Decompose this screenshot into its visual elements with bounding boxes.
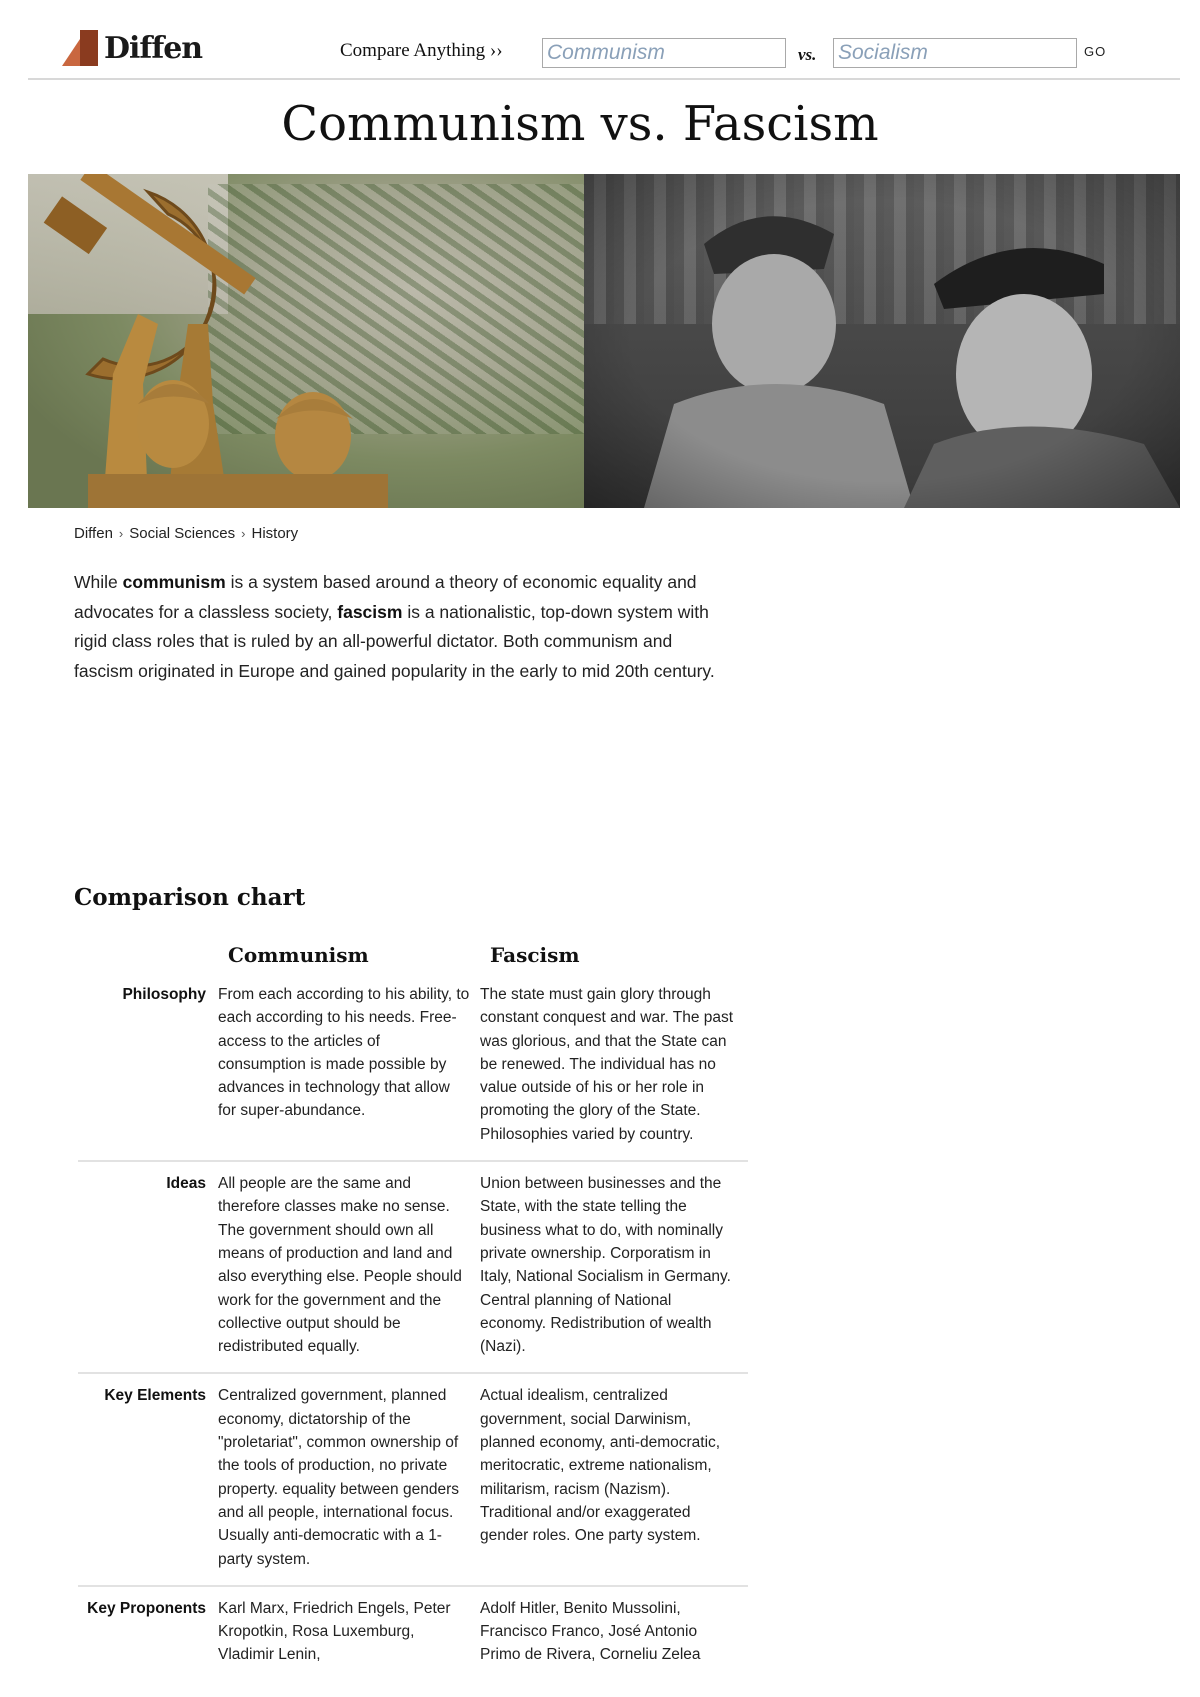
fascist-leaders-photo	[584, 174, 1180, 508]
compare-item-a-input[interactable]	[542, 38, 786, 68]
table-row	[78, 1161, 748, 1373]
communism-cell: From each according to his ability, to each according to his needs. Free-access to the articles of consumption is made possible by advances in technology that allow for super-abundance.	[218, 986, 470, 1120]
hammer-and-sickle-icon	[28, 174, 584, 508]
communism-statue-image	[28, 174, 584, 508]
intro-text: is a system based around a theory of economic equality and advocates for a classless society,	[74, 572, 697, 622]
intro-paragraph	[74, 568, 734, 686]
column-header-communism[interactable]: Communism	[228, 943, 369, 967]
compare-anything-label: Compare Anything ››	[340, 40, 503, 61]
fascism-cell: Actual idealism, centralized government, social Darwinism, planned economy, anti-democratic, meritocratic, extreme nationalism, militarism, racism (Nazism). Traditional and/or exaggerated gender roles. One party system.	[480, 1373, 748, 1585]
row-label: Key Proponents	[78, 1586, 218, 1681]
fascism-cell: The state must gain glory through constant conquest and war. The past was glorious, and that the State can be renewed. The individual has no value outside of his or her role in promoting the glory of the State. Philosophies varied by country.	[480, 986, 734, 1143]
hero-images	[28, 174, 1180, 508]
table-row	[78, 983, 748, 1161]
row-label: Ideas	[78, 1161, 218, 1373]
comparison-table	[78, 935, 748, 1681]
site-header	[28, 24, 1180, 80]
communism-cell: All people are the same and therefore classes make no sense. The government should own all means of production and land and also everything else. People should work for the government and the collective output should be redistributed equally.	[218, 1161, 480, 1373]
breadcrumb-separator-icon: ›	[241, 526, 246, 541]
intro-term-fascism: fascism	[337, 601, 403, 622]
breadcrumb	[74, 525, 298, 542]
communism-cell: Karl Marx, Friedrich Engels, Peter Kropotkin, Rosa Luxemburg, Vladimir Lenin,	[218, 1586, 480, 1681]
compare-item-b-input[interactable]	[833, 38, 1077, 68]
row-label: Philosophy	[122, 986, 206, 1003]
fascism-cell: Adolf Hitler, Benito Mussolini, Francisco Franco, José Antonio Primo de Rivera, Corneliu Zelea	[480, 1586, 748, 1681]
breadcrumb-social-sciences[interactable]: Social Sciences	[129, 525, 236, 542]
comparison-chart-heading: Comparison chart	[74, 884, 306, 911]
row-label: Key Elements	[78, 1373, 218, 1585]
breadcrumb-diffen[interactable]: Diffen	[74, 525, 113, 542]
intro-text: is a nationalistic, top-down system with rigid class roles that is ruled by an all-powerful dictator. Both communism and fascism originated in Europe and gained popularity in the early to mid 20th century.	[74, 601, 715, 681]
go-button[interactable]: GO	[1084, 44, 1107, 59]
intro-term-communism: communism	[122, 572, 226, 592]
column-header-fascism[interactable]: Fascism	[490, 943, 580, 967]
table-row	[78, 1373, 748, 1585]
diffen-logo-icon	[62, 30, 100, 66]
fascism-cell: Union between businesses and the State, with the state telling the business what to do, with nominally private ownership. Corporatism in Italy, National Socialism in Germany. Central planning of National economy. Redistribution of wealth (Nazi).	[480, 1161, 748, 1373]
breadcrumb-separator-icon: ›	[118, 526, 124, 541]
communism-cell: Centralized government, planned economy, dictatorship of the "proletariat", common ownership of the tools of production, no private property. equality between genders and all people, international focus. Usually anti-democratic with a 1-party system.	[218, 1373, 480, 1585]
page-title: Communism vs. Fascism	[281, 96, 879, 152]
table-row	[78, 1586, 748, 1681]
breadcrumb-history[interactable]: History	[251, 525, 299, 542]
intro-text: While	[74, 572, 123, 592]
diffen-logo[interactable]	[62, 28, 202, 68]
logo-text: Diffen	[104, 30, 203, 66]
vs-label: vs.	[798, 45, 817, 64]
